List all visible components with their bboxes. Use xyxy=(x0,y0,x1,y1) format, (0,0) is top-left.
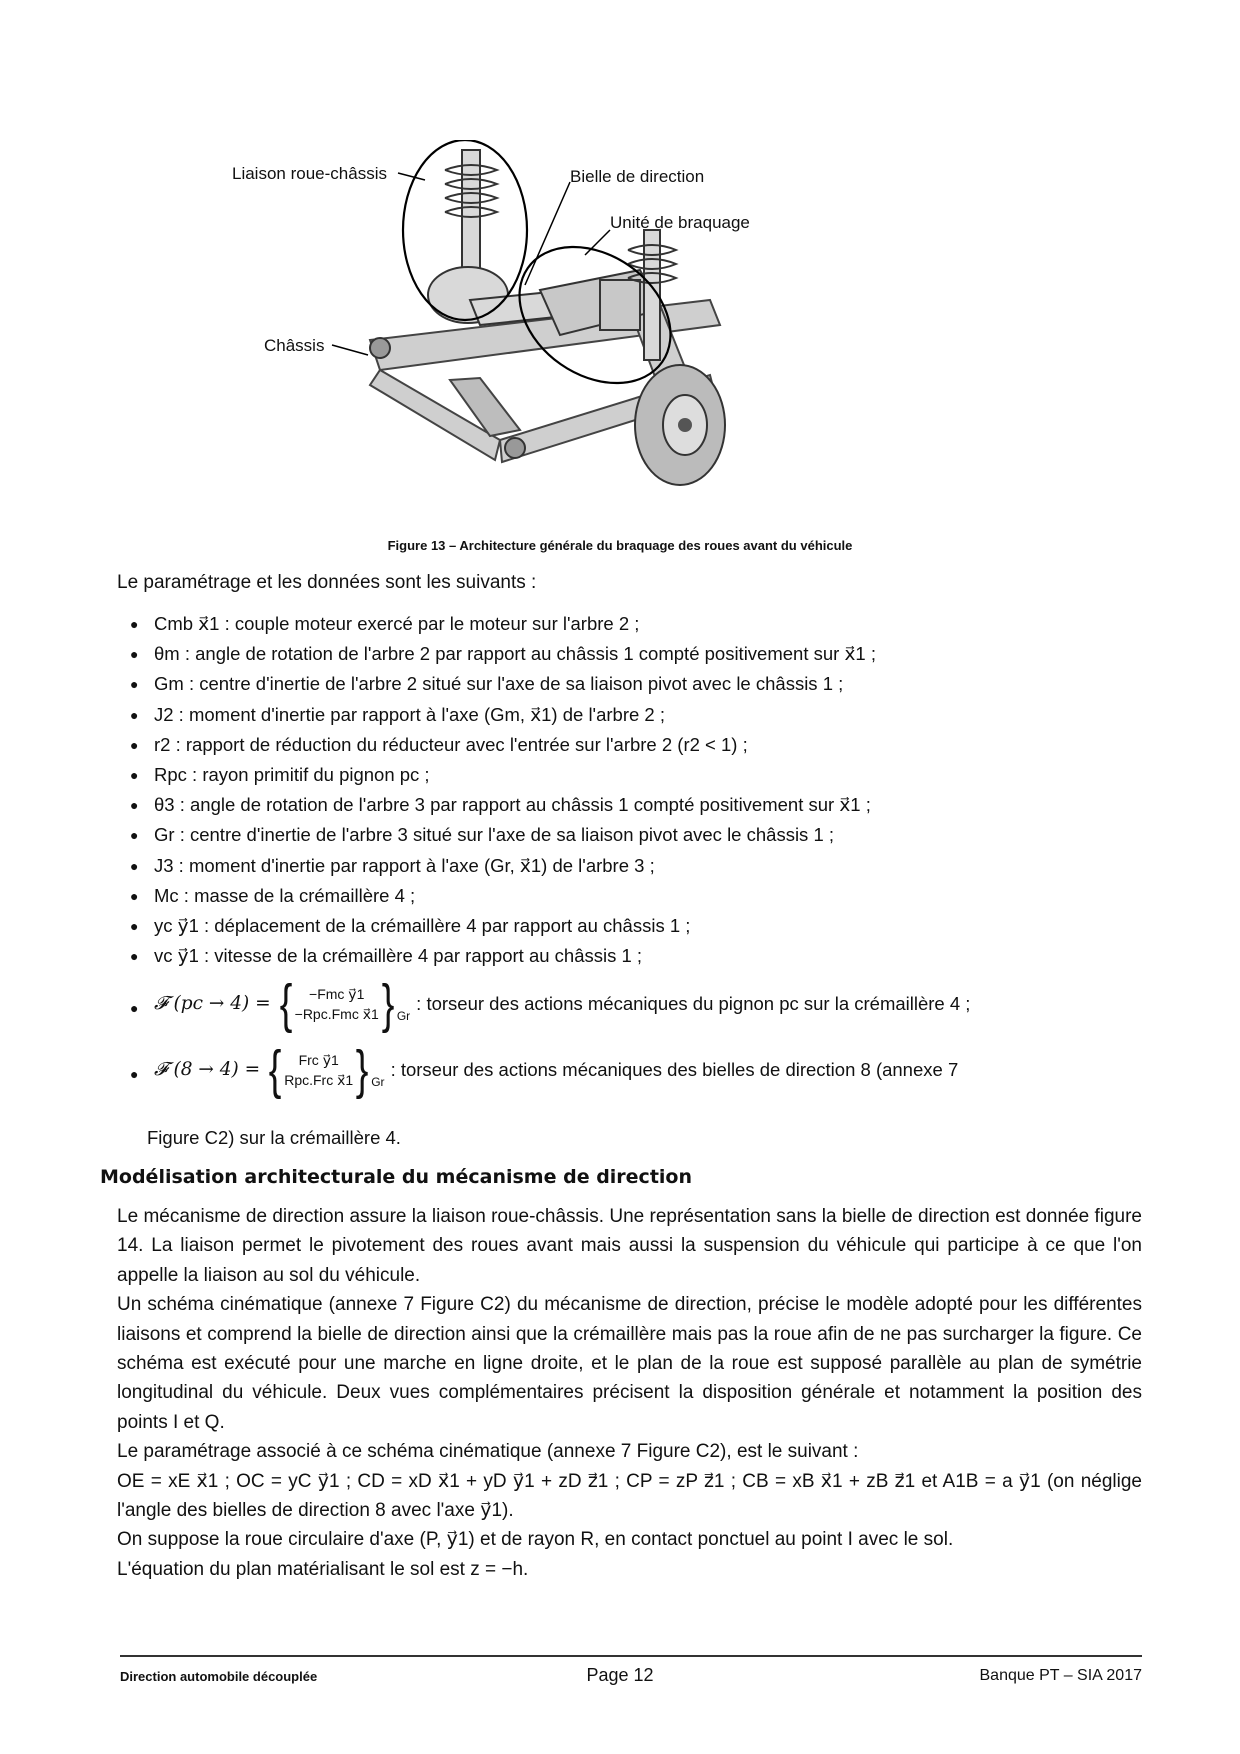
figure-caption: Figure 13 – Architecture générale du braquage des roues avant du véhicule xyxy=(387,538,853,553)
torseur-desc: : torseur des actions mécaniques des bielles de direction 8 (annexe 7 xyxy=(390,1059,959,1081)
torseur-desc: : torseur des actions mécaniques du pignon pc sur la crémaillère 4 ; xyxy=(416,993,971,1015)
section-title: Modélisation architecturale du mécanisme de direction xyxy=(100,1166,692,1188)
list-item: ● J3 : moment d'inertie par rapport à l'axe (Gr, x⃗1) de l'arbre 3 ; xyxy=(130,854,655,876)
params-list xyxy=(118,609,1138,1103)
torseur-matrix: { −Fmc y⃗1 −Rpc.Fmc x⃗1 } $_{Gr}$ xyxy=(279,974,411,1035)
torseur-lhs: 𝓕 (pc → 4) = xyxy=(154,993,271,1015)
label-bielle: Bielle de direction xyxy=(570,167,705,186)
torseur-continuation: Figure C2) sur la crémaillère 4. xyxy=(147,1127,401,1148)
torseur-8-item: ● 𝓕 (8 → 4) = { Frc y⃗1 Rpc.Frc x⃗1 } $_{Gr}$ : torseur des actions mécaniques des bielles de direction 8 (annexe 7 xyxy=(130,1040,959,1101)
torseur-pc-item: ● 𝓕 (pc → 4) = { −Fmc y⃗1 −Rpc.Fmc x⃗1 } $_{Gr}$ : torseur des actions mécaniques du pignon pc sur la crémaillère 4 ; xyxy=(130,974,971,1035)
params-intro: Le paramétrage et les données sont les suivants : xyxy=(117,572,537,593)
torseur-lhs: 𝓕 (8 → 4) = xyxy=(154,1059,261,1081)
footer-title: Direction automobile découplée xyxy=(120,1669,318,1684)
body-text xyxy=(117,1202,1142,1584)
figure-13 xyxy=(232,140,940,540)
paragraph: Le paramétrage associé à ce schéma cinématique (annexe 7 Figure C2), est le suivant : xyxy=(117,1441,859,1463)
paragraph: L'équation du plan matérialisant le sol est z = −h. xyxy=(117,1558,529,1580)
list-item: ● yc y⃗1 : déplacement de la crémaillère 4 par rapport au châssis 1 ; xyxy=(130,914,691,936)
list-item: ● J2 : moment d'inertie par rapport à l'axe (Gm, x⃗1) de l'arbre 2 ; xyxy=(130,703,665,725)
list-item: ● vc y⃗1 : vitesse de la crémaillère 4 par rapport au châssis 1 ; xyxy=(130,945,643,967)
list-item: ● Gm : centre d'inertie de l'arbre 2 situé sur l'axe de sa liaison pivot avec le châssis 1 ; xyxy=(130,673,844,695)
suspension-illustration xyxy=(240,140,940,540)
paragraph: OE = xE x⃗1 ; OC = yC y⃗1 ; CD = xD x⃗1 + yD y⃗1 + zD z⃗1 ; CP = zP z⃗1 ; CB = xB x⃗1 + zB z⃗1 et A1B = a y⃗1 (on néglige l'angle des bielles de direction 8 avec l'axe y⃗1). xyxy=(117,1470,1142,1522)
paragraph: Un schéma cinématique (annexe 7 Figure C2) du mécanisme de direction, précise le modèle adopté pour les différentes liaisons et comprend la bielle de direction ainsi que la crémaillère mais pas la roue afin de ne pas surcharger la figure. Ce schéma est exécuté pour une marche en ligne droite, et le plan de la roue est supposé parallèle au plan de symétrie longitudinal du véhicule. Deux vues complémentaires précisent la disposition générale et notamment la position des points I et Q. xyxy=(117,1294,1142,1433)
list-item: ● Cmb x⃗1 : couple moteur exercé par le moteur sur l'arbre 2 ; xyxy=(130,613,640,634)
paragraph: Le mécanisme de direction assure la liaison roue-châssis. Une représentation sans la bielle de direction est donnée figure 14. La liaison permet le pivotement des roues avant mais aussi la suspension du véhicule qui participe à ce que l'on appelle la liaison au sol du véhicule. xyxy=(117,1206,1142,1286)
footer-divider xyxy=(120,1655,1142,1657)
paragraph: On suppose la roue circulaire d'axe (P, y⃗1) et de rayon R, en contact ponctuel au point I avec le sol. xyxy=(117,1529,954,1551)
page-number: Page 12 xyxy=(586,1665,654,1685)
list-item: ● Mc : masse de la crémaillère 4 ; xyxy=(130,884,416,906)
label-liaison: Liaison roue-châssis xyxy=(232,164,387,183)
footer-source: Banque PT – SIA 2017 xyxy=(979,1667,1142,1684)
list-item: ● θm : angle de rotation de l'arbre 2 par rapport au châssis 1 compté positivement sur x⃗1 ; xyxy=(130,643,876,665)
label-chassis: Châssis xyxy=(264,336,325,355)
list-item: ● θ3 : angle de rotation de l'arbre 3 par rapport au châssis 1 compté positivement sur x⃗1 ; xyxy=(130,794,871,816)
label-unite: Unité de braquage xyxy=(610,213,750,232)
list-item: ● Rpc : rayon primitif du pignon pc ; xyxy=(130,763,430,785)
list-item: ● r2 : rapport de réduction du réducteur avec l'entrée sur l'arbre 2 (r2 < 1) ; xyxy=(130,733,748,755)
list-item: ● Gr : centre d'inertie de l'arbre 3 situé sur l'axe de sa liaison pivot avec le châssis 1 ; xyxy=(130,824,835,846)
torseur-matrix: { Frc y⃗1 Rpc.Frc x⃗1 } $_{Gr}$ xyxy=(268,1040,385,1101)
